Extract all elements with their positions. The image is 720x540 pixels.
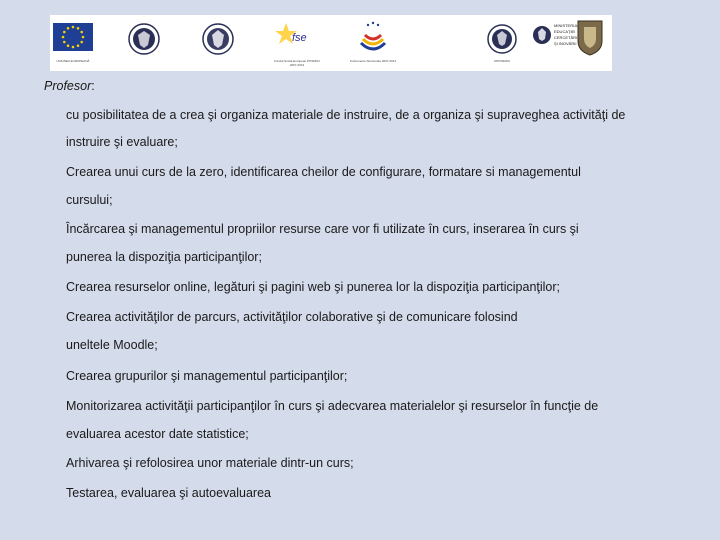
text-line-12: evaluarea acestor date statistice; — [66, 427, 249, 441]
svg-text:fse: fse — [292, 32, 307, 44]
text-line-8: Crearea activităţilor de parcurs, activităţilor colaborative şi de comunicare folosind — [66, 310, 518, 324]
svg-text:EDUCAŢIEI: EDUCAŢIEI — [554, 29, 576, 34]
oipos-caption: OIPOSDRU — [493, 59, 510, 63]
heading — [44, 79, 95, 93]
text-line-9: uneltele Moodle; — [66, 338, 158, 352]
svg-text:MINISTERUL: MINISTERUL — [554, 23, 579, 28]
text-line-5: Încărcarea şi managementul propriilor resurse care vor fi utilizate în curs, inserarea în curs şi — [66, 222, 579, 236]
text-line-4: cursului; — [66, 193, 113, 207]
text-line-3: Crearea unui curs de la zero, identificarea cheilor de configurare, formatare si managementul — [66, 165, 581, 179]
text-line-11: Monitorizarea activităţii participanţilor în curs şi adecvarea materialelor şi resurselor în funcţie de — [66, 399, 599, 413]
text-line-1: cu posibilitatea de a crea şi organiza materiale de instruire, de a organiza şi supraveghea activităţi de — [66, 108, 626, 122]
text-line-6: punerea la dispoziţia participanţilor; — [66, 250, 262, 264]
text-line-7: Crearea resurselor online, legături şi pagini web şi punerea lor la dispoziţia participanţilor; — [66, 280, 561, 294]
heading-colon: : — [91, 79, 95, 93]
fse-caption: Fondul Social European POSDRU 2007-2013 — [274, 59, 320, 67]
text-line-14: Testarea, evaluarea şi autoevaluarea — [66, 486, 271, 500]
svg-text:ŞI INOVĂRII: ŞI INOVĂRII — [554, 41, 577, 46]
text-line-2: instruire şi evaluare; — [66, 135, 178, 149]
text-line-13: Arhivarea şi refolosirea unor materiale dintr-un curs; — [66, 456, 354, 470]
text-line-10: Crearea grupurilor şi managementul participanţilor; — [66, 369, 348, 383]
svg-text:CERCETĂRII: CERCETĂRII — [554, 35, 579, 40]
heading-label: Profesor — [44, 79, 92, 93]
eu-flag-caption: UNIUNEA EUROPEANĂ — [56, 59, 90, 63]
instruments-caption: Instrumente Structurale 2007-2013 — [349, 59, 397, 63]
